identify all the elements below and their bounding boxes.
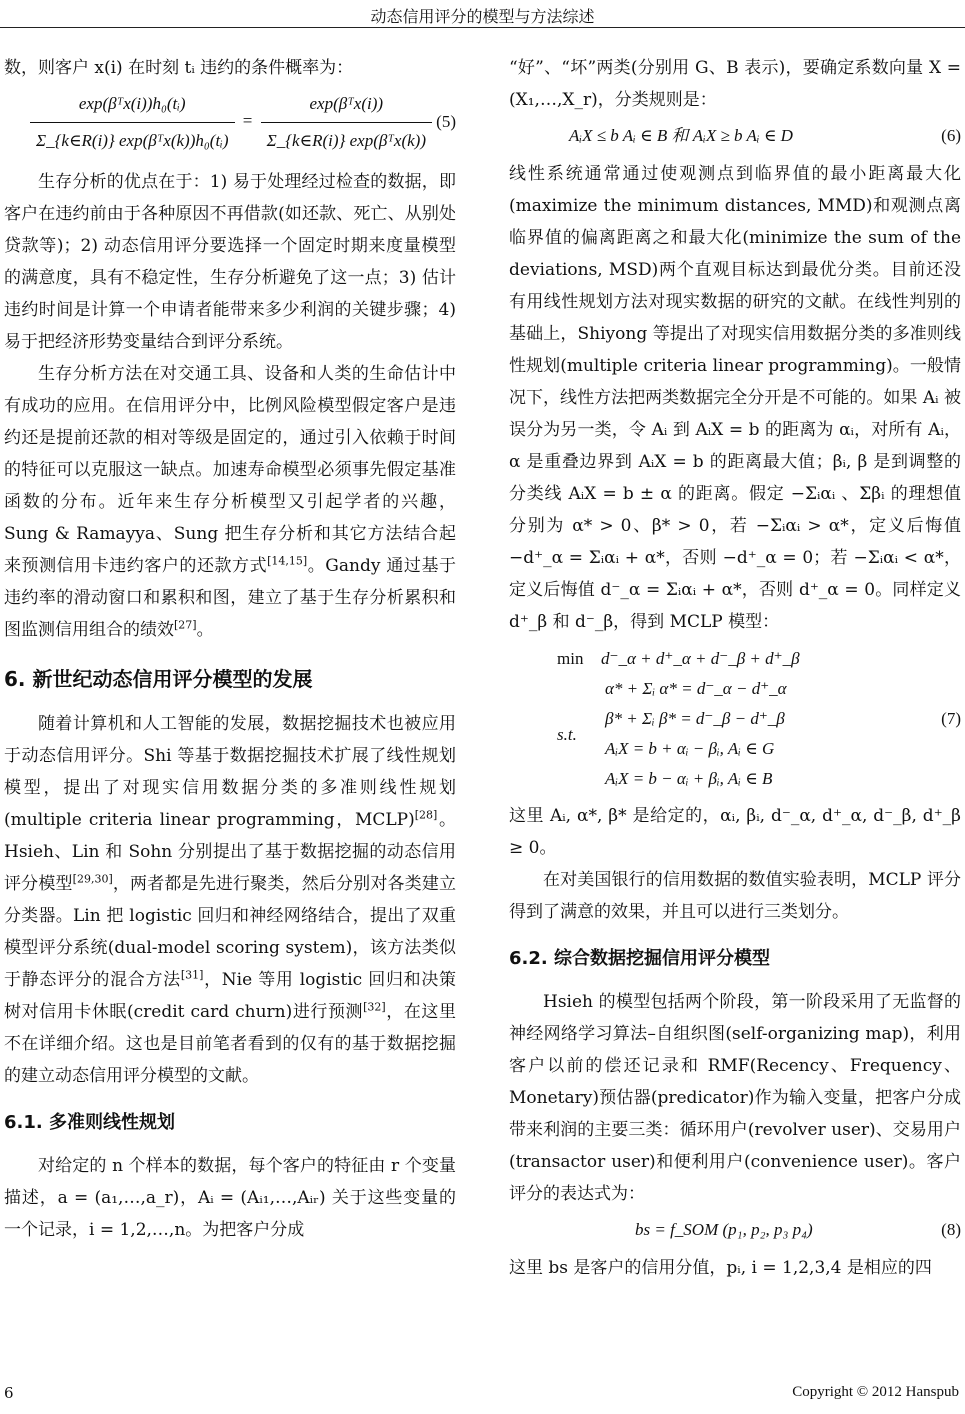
applications-text: 生存分析方法在对交通工具、设备和人类的生命估计中有成功的应用。在信用评分中，比例风险模型假定客户是违约还是提前还款的相对等级是固定的，通过引入依赖于时间的特征可以克服这一缺点。加速寿命模型必须事先假定基准函数的分布。近年来生存分析模型又引起学者的兴趣，Sung & Ramayya、Sung 把生存分析和其它方法结合起来预测信用卡违约客户的还款方式 [4,364,456,576]
equation-5 [4,88,456,160]
eq5-left-denominator: Σ_{k∈R(i)} exp(βᵀx(k))h₀(tᵢ) [36,131,229,150]
copyright: Copyright © 2012 Hanspub [792,1384,959,1400]
citation-31: [31] [180,968,204,982]
eq6-body: AᵢX ≤ b Aᵢ ∈ B 和 AᵢX ≥ b Aᵢ ∈ D [569,126,793,145]
paragraph-given: 这里 Aᵢ, α*, β* 是给定的，αᵢ, βᵢ, d⁻_α, d⁺_α, d⁻_β, d⁺_β ≥ 0。 [509,806,961,858]
page-number: 6 [4,1384,14,1402]
eq5-right-fraction [261,88,432,157]
paragraph-mclp-setup: 对给定的 n 个样本的数据，每个客户的特征由 r 个变量描述，a = (a₁,…,a_r)，Aᵢ = (Aᵢ₁,…,Aᵢᵣ) 关于这些变量的一个记录，i = 1,2,…,n。为把客户分成 [4,1156,456,1240]
paragraph-result: 在对美国银行的信用数据的数值实验表明，MCLP 评分得到了满意的效果，并且可以进行三类划分。 [509,870,961,922]
paragraph-data-mining [4,708,456,1092]
eq8-number: (8) [941,1220,961,1239]
applications-tail: 。Gandy 通过基于违约率的滑动窗口和累积和图，建立了基于生存分析累积和图监测信用组合的绩效 [4,556,457,640]
equation-8 [509,1214,961,1246]
mclp-objective-row [557,644,961,674]
paragraph-applications [4,358,456,646]
eq5-number: (5) [436,112,456,131]
citation-29-30: [29,30] [72,872,113,886]
right-column [509,52,961,1284]
section-heading-6-1: 6.1. 多准则线性规划 [4,1112,175,1133]
equation-6 [509,120,961,152]
eq5-right-denominator: Σ_{k∈R(i)} exp(βᵀx(k)) [266,131,426,150]
left-column [4,52,456,1246]
paragraph-linear: 线性系统通常通过使观测点到临界值的最小距离最大化(maximize the minimum distances, MMD)和观测点离临界值的偏离距离之和最大化(minimize the sum of the deviations, MSD)两个直观目标达到最优分类。目前还没有用线性规划方法对现实数据的研究的文献。在线性判别的基础上，Shiyong 等提出了对现实信用数据分类的多准则线性规划(multiple criteria linear programming)。一般情况下，线性方法把两类数据完全分开是不可能的。如果 Aᵢ 被误分为另一类，令 Aᵢ 到 AᵢX = b 的距离为 αᵢ，对所有 Aᵢ，α 是重叠边界到 AᵢX = b 的距离最大值；βᵢ, β 是到调整的分类线 AᵢX = b ± α 的距离。假定 −Σᵢαᵢ 、Σβᵢ 的理想值分别为 α* > 0、β* > 0，若 −Σᵢαᵢ > α*，定义后悔值 −d⁺_α = Σᵢαᵢ + α*，否则 −d⁺_α = 0；若 −Σᵢαᵢ < α*，定义后悔值 d⁻_α = Σᵢαᵢ + α*，否则 d⁺_α = 0。同样定义 d⁺_β 和 d⁻_β，得到 MCLP 模型： [509,164,961,632]
paragraph-classes: “好”、“坏”两类(分别用 G、B 表示)，要确定系数向量 X = (X₁,…,X_r)，分类规则是： [509,58,961,110]
header-rule [0,27,965,28]
dm-text-3: ，两者都是先进行聚类，然后分别对各类建立分类器。Lin 把 logistic 回归和神经网络结合，提出了双重模型评分系统(dual-model scoring system)，该方法类似于静态评分的混合方法 [4,874,457,990]
section-heading-6-2: 6.2. 综合数据挖掘信用评分模型 [509,948,770,969]
mclp-min-label: min [557,649,584,668]
citation-14-15: [14,15] [267,554,308,568]
eq7-number: (7) [941,709,961,728]
mclp-constraint-3: AᵢX = b + αᵢ − βᵢ, Aᵢ ∈ G [605,739,775,758]
eq6-number: (6) [941,126,961,145]
eq5-left-numerator: exp(βᵀx(i))h₀(tᵢ) [30,88,235,123]
eq5-equals: = [242,111,253,131]
applications-end: 。 [196,620,214,640]
citation-32: [32] [363,1000,386,1014]
citation-27: [27] [174,618,197,632]
dm-text-1: 随着计算机和人工智能的发展，数据挖掘技术也被应用于动态信用评分。Shi 等基于数据挖掘技术扩展了线性规划模型，提出了对现实信用数据分类的多准则线性规划(multiple criteria linear programming，MCLP) [4,714,456,830]
eq8-body: bs = f_SOM (p₁, p₂, p₃ p₄) [635,1220,813,1239]
paragraph-hsieh: Hsieh 的模型包括两个阶段，第一阶段采用了无监督的神经网络学习算法–自组织图(self-organizing map)，利用客户以前的偿还记录和 RMF(Recency、Frequency、Monetary)预估器(predicator)作为输入变量，把客户分成带来利润的主要三类：循环用户(revolver user)、交易用户(transactor user)和便利用户(convenience user)。客户评分的表达式为： [509,992,961,1204]
dm-text-2: 。Hsieh、Lin 和 Sohn 分别提出了基于数据挖掘的动态信用评分模型 [4,810,456,894]
dm-text-4: ，Nie 等用 logistic 回归和决策树对信用卡休眠(credit card churn)进行预测 [4,970,457,1022]
mclp-constraint-1: α* + Σᵢ α* = d⁻_α − d⁺_α [605,679,787,698]
running-header: 动态信用评分的模型与方法综述 [370,7,595,26]
mclp-objective: d⁻_α + d⁺_α + d⁻_β + d⁺_β [601,649,800,668]
citation-28: [28] [414,808,438,822]
mclp-constraint-2: β* + Σᵢ β* = d⁻_β − d⁺_β [605,709,785,728]
mclp-st-label: s.t. [557,725,577,744]
eq5-left-fraction [30,88,235,157]
paragraph-intro: 数，则客户 x(i) 在时刻 tᵢ 违约的条件概率为： [4,58,354,78]
dm-text-5: ，在这里不在详细介绍。这也是目前笔者看到的仅有的基于数据挖掘的建立动态信用评分模型的文献。 [4,1002,457,1086]
equation-7-mclp-model [557,644,961,794]
eq5-right-numerator: exp(βᵀx(i)) [261,88,432,123]
paragraph-last: 这里 bs 是客户的信用分值，pᵢ, i = 1,2,3,4 是相应的四 [509,1258,932,1278]
mclp-constraint-4: AᵢX = b − αᵢ + βᵢ, Aᵢ ∈ B [605,769,773,788]
section-heading-6: 6. 新世纪动态信用评分模型的发展 [4,667,313,691]
paragraph-advantages: 生存分析的优点在于：1) 易于处理经过检查的数据，即客户在违约前由于各种原因不再借款(如还款、死亡、从别处贷款等)；2) 动态信用评分要选择一个固定时期来度量模型的满意度，具有不稳定性，生存分析避免了这一点；3) 估计违约时间是计算一个申请者能带来多少利润的关键步骤；4) 易于把经济形势变量结合到评分系统。 [4,172,456,352]
